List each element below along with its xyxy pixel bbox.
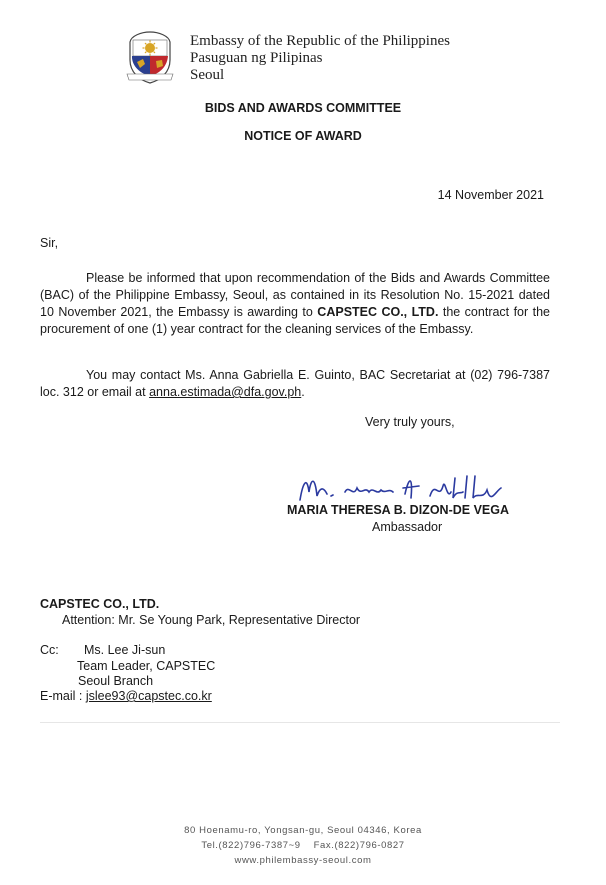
footer-phones: Tel.(822)796-7387~9 Fax.(822)796-0827	[201, 840, 405, 851]
divider	[40, 722, 560, 723]
recipient-company: CAPSTEC CO., LTD.	[40, 597, 160, 611]
letterhead-city: Seoul	[190, 67, 225, 83]
paragraph-contact	[40, 367, 550, 401]
cc-email-row	[40, 688, 212, 705]
footer-address: 80 Hoenamu-ro, Yongsan-gu, Seoul 04346, Korea	[184, 825, 422, 836]
recipient-attention: Attention: Mr. Se Young Park, Representative Director	[62, 613, 361, 627]
cc-position: Team Leader, CAPSTEC	[77, 659, 216, 673]
letterhead-embassy-name: Embassy of the Republic of the Philippines	[190, 33, 450, 49]
paragraph-contact-lead: You may contact Ms. Anna Gabriella E. Guinto, BAC Secretariat at (02) 796-7387 loc. 312 or email at	[40, 368, 550, 399]
signatory-title: Ambassador	[372, 520, 443, 534]
contact-email-link[interactable]: anna.estimada@dfa.gov.ph	[149, 385, 302, 399]
letter-date: 14 November 2021	[437, 188, 544, 202]
closing: Very truly yours,	[365, 415, 455, 429]
footer	[0, 823, 606, 868]
notice-title: NOTICE OF AWARD	[244, 129, 362, 143]
philippine-seal-icon	[125, 28, 175, 84]
letterhead	[190, 33, 450, 84]
footer-website[interactable]: www.philembassy-seoul.com	[234, 855, 372, 866]
salutation: Sir,	[40, 236, 59, 250]
cc-name: Ms. Lee Ji-sun	[84, 643, 166, 657]
cc-branch: Seoul Branch	[78, 674, 154, 688]
paragraph-award-tail: the contract for the procurement of one (1) year contract for the cleaning services of the Embassy.	[40, 305, 550, 336]
awardee-name: CAPSTEC CO., LTD.	[317, 305, 439, 319]
paragraph-award	[40, 270, 550, 338]
paragraph-award-lead: Please be informed that upon recommendation of the Bids and Awards Committee (BAC) of the Philippine Embassy, Seoul, as contained in its Resolution No. 15-2021 dated 10 November 2021, the Embassy is awarding to	[40, 271, 550, 319]
paragraph-contact-tail: .	[301, 385, 305, 399]
cc-email-label: E-mail :	[40, 689, 86, 703]
cc-email-link[interactable]: jslee93@capstec.co.kr	[85, 689, 212, 703]
signatory-name: MARIA THERESA B. DIZON-DE VEGA	[287, 503, 509, 517]
letterhead-filipino-name: Pasuguan ng Pilipinas	[190, 50, 323, 66]
committee-heading: BIDS AND AWARDS COMMITTEE	[204, 101, 402, 115]
cc-label: Cc:	[40, 643, 59, 657]
